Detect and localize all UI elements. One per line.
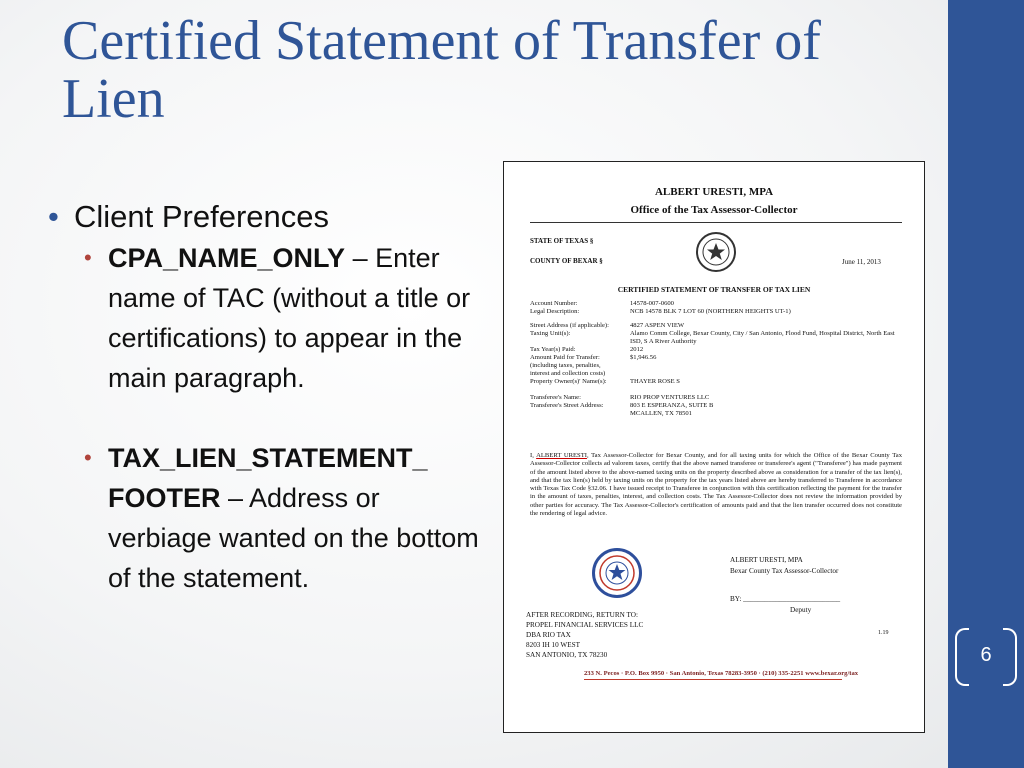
doc-certification-paragraph: I, ALBERT URESTI, Tax Assessor-Collector for Bexar County, and for all taxing units for which the Office of the Bexar County Tax Assessor-Collector collects ad valorem taxes, certify that the above named transferee or transferee's agent ("Transferee") has made payment of the amount listed above to the above-named taxing units on the property described above as consideration for a transfer of the tax lien(s), and that the tax lien(s) held by taxing units on the property for the tax years listed above are hereby transferred to Transferee in accordance with Texas Tax Code §32.06. I have issued receipt to Transferee in conjunction with this certification reflecting the payment for the transfer in the amount of taxes, penalties, interest, and collection costs. The Tax Assessor-Collector does not review the information provided by other parties for accuracy. The Tax Assessor-Collector's certification of amounts paid and that the lien transfer occurred does not constitute the rendering of legal advice. bbox=[530, 452, 902, 518]
doc-field-row: interest and collection costs) bbox=[530, 370, 606, 377]
doc-field-row: Property Owner(s)' Name(s): THAYER ROSE S bbox=[530, 378, 680, 385]
doc-header-rule bbox=[530, 222, 902, 223]
doc-return-line: PROPEL FINANCIAL SERVICES LLC bbox=[526, 621, 644, 629]
doc-field-row: Legal Description: NCB 14578 BLK 7 LOT 60 (NORTHERN HEIGHTS UT-1) bbox=[530, 308, 791, 315]
doc-return-line: AFTER RECORDING, RETURN TO: bbox=[526, 611, 638, 619]
doc-field-row: Tax Year(s) Paid: 2012 bbox=[530, 346, 644, 353]
bullet-list bbox=[48, 196, 488, 598]
doc-field-row: Amount Paid for Transfer: $1,946.56 bbox=[530, 354, 657, 361]
bullet-key: CPA_NAME_ONLY bbox=[108, 243, 346, 273]
doc-state-line: STATE OF TEXAS § bbox=[530, 237, 594, 245]
bullet-dot-icon: • bbox=[84, 245, 92, 270]
doc-footer: 233 N. Pecos · P.O. Box 9950 · San Antonio, Texas 78283-3950 · (210) 335-2251 www.bexar.org/tax bbox=[584, 670, 859, 677]
slide-title: Certified Statement of Transfer of Lien bbox=[62, 10, 821, 130]
doc-field-row: Taxing Unit(s): Alamo Comm College, Bexar County, City / San Antonio, Flood Fund, Hospital District, North East ISD, S A River Authority bbox=[530, 330, 895, 345]
doc-sig-name: ALBERT URESTI, MPA bbox=[730, 556, 803, 564]
county-seal-icon bbox=[696, 232, 736, 272]
doc-field-row: Transferee's Street Address: 803 E ESPERANZA, SUITE B bbox=[530, 402, 714, 409]
left-brace bbox=[955, 628, 969, 686]
doc-field-row: MCALLEN, TX 78501 bbox=[630, 410, 692, 417]
bullet-dot-icon: • bbox=[48, 199, 59, 234]
doc-sig-title: Bexar County Tax Assessor-Collector bbox=[730, 567, 839, 575]
doc-header-name: ALBERT URESTI, MPA bbox=[654, 186, 774, 198]
doc-return-line: SAN ANTONIO, TX 78230 bbox=[526, 651, 608, 659]
doc-field-row: Transferee's Name: RIO PROP VENTURES LLC bbox=[530, 394, 710, 401]
doc-field-row: Account Number: 14578-007-0600 bbox=[530, 300, 674, 307]
doc-date: June 11, 2013 bbox=[842, 258, 881, 266]
doc-field-row: (including taxes, penalties, bbox=[530, 362, 601, 369]
bullet-key: TAX_LIEN_STATEMENT_ FOOTER bbox=[108, 443, 428, 513]
bullet-cpa-name-only bbox=[84, 238, 488, 398]
page-number-badge bbox=[955, 628, 1017, 682]
doc-return-line: 8203 IH 10 WEST bbox=[526, 641, 580, 649]
doc-cert-title: CERTIFIED STATEMENT OF TRANSFER OF TAX LIEN bbox=[617, 285, 811, 294]
bullet-dot-icon: • bbox=[84, 445, 92, 470]
doc-sig-by: BY: ___________________________ bbox=[730, 595, 841, 603]
doc-page-code: 1.19 bbox=[878, 630, 889, 636]
doc-fields bbox=[530, 300, 902, 418]
bullet-client-preferences: Client Preferences bbox=[74, 199, 330, 234]
doc-field-row bbox=[530, 386, 902, 394]
doc-return-line: DBA RIO TAX bbox=[526, 631, 571, 639]
doc-sig-deputy: Deputy bbox=[790, 606, 812, 614]
doc-county-line: COUNTY OF BEXAR § bbox=[530, 257, 603, 265]
doc-tac-name: ALBERT URESTI bbox=[536, 452, 587, 459]
doc-field-row: Street Address (if applicable): 4827 ASPEN VIEW bbox=[530, 322, 685, 329]
right-brace bbox=[1003, 628, 1017, 686]
doc-header-office: Office of the Tax Assessor-Collector bbox=[630, 204, 798, 216]
page-number: 6 bbox=[980, 643, 992, 666]
bullet-tax-lien-footer bbox=[84, 438, 488, 598]
bullet-level1 bbox=[48, 196, 488, 238]
bullet-text: – Address or verbiage wanted on the bottom of the statement. bbox=[108, 483, 479, 593]
assessor-seal-icon bbox=[592, 548, 642, 598]
statement-document-image bbox=[503, 161, 925, 733]
doc-footer-rule bbox=[584, 679, 842, 680]
bullet-text: – Enter name of TAC (without a title or certifications) to appear in the main paragraph. bbox=[108, 243, 471, 393]
